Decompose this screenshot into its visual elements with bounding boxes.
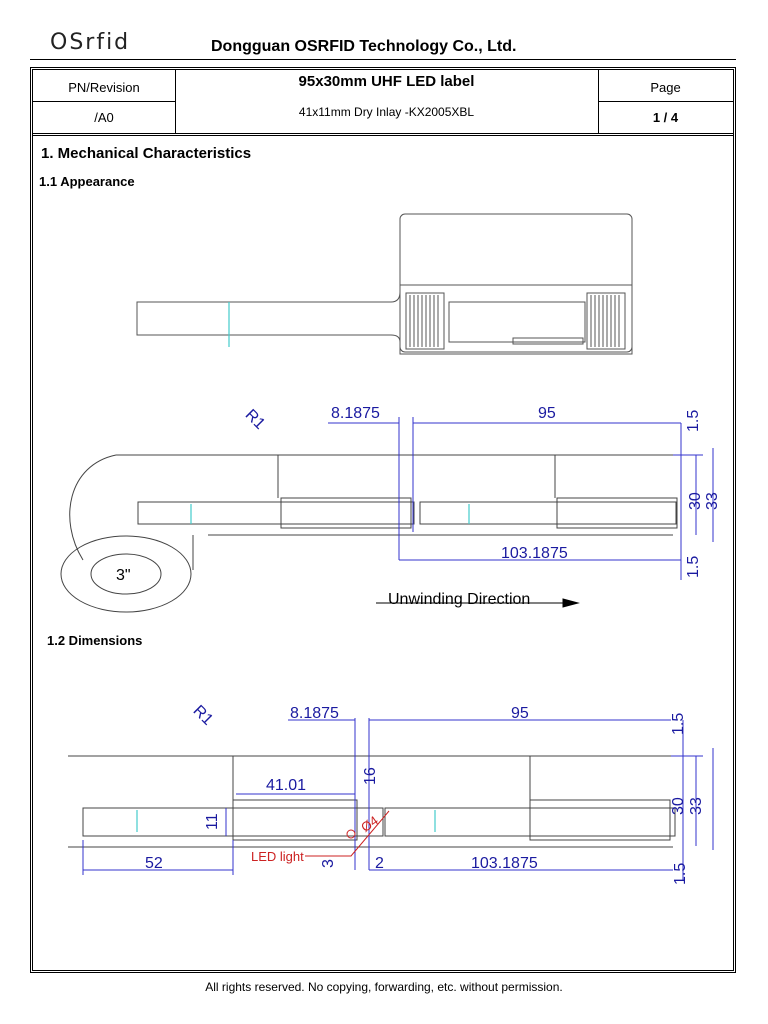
company-name: Dongguan OSRFID Technology Co., Ltd. <box>211 38 517 55</box>
dim-led-diameter-label: Ø4 <box>358 812 381 835</box>
document-subtitle: 41x11mm Dry Inlay -KX2005XBL <box>298 105 475 119</box>
dim-led-offset-label: 3 <box>320 859 337 868</box>
section-heading-dimensions: 1.2 Dimensions <box>47 633 143 648</box>
dim-gap-label: 8.1875 <box>290 705 339 722</box>
roll-r1-label: R1 <box>241 406 269 433</box>
dim-offset-top-label: 16 <box>362 767 379 785</box>
dim-gap2-label: 2 <box>375 855 384 872</box>
footer-notice: All rights reserved. No copying, forwarding, etc. without permission. <box>205 980 563 994</box>
document-frame <box>30 67 736 973</box>
dim-inlay-height-label: 11 <box>204 813 221 830</box>
led-light-label: LED light <box>251 849 304 864</box>
roll-label-height-label: 30 <box>687 492 704 510</box>
roll-liner-height-label: 33 <box>704 492 721 510</box>
logo: OSrfid <box>50 30 131 55</box>
unwinding-direction-label: Unwinding Direction <box>388 591 531 608</box>
dim-label-height-label: 30 <box>670 797 687 815</box>
document-title: 95x30mm UHF LED label <box>298 73 475 90</box>
dim-liner-height-label: 33 <box>688 797 705 815</box>
dim-bottom-margin-label: 1.5 <box>672 862 689 885</box>
roll-pitch-label: 103.1875 <box>501 545 568 562</box>
roll-bottom-margin-label: 1.5 <box>685 555 702 578</box>
page-label: Page <box>650 80 681 95</box>
roll-width-label: 95 <box>538 405 556 422</box>
dimension-drawing <box>33 70 733 970</box>
section-heading-mechanical: 1. Mechanical Characteristics <box>41 145 252 162</box>
roll-top-margin-label: 1.5 <box>685 409 702 432</box>
dim-inlay-width-label: 41.01 <box>266 777 307 794</box>
roll-gap-label: 8.1875 <box>331 405 380 422</box>
dim-pitch-label: 103.1875 <box>471 855 538 872</box>
section-heading-appearance: 1.1 Appearance <box>39 174 135 189</box>
dim-top-margin-label: 1.5 <box>670 712 687 735</box>
pn-revision-label: PN/Revision <box>68 80 140 95</box>
revision-value: /A0 <box>94 110 114 125</box>
roll-core-label: 3" <box>116 567 131 584</box>
dim-r1-label: R1 <box>189 702 217 729</box>
dim-tail-label: 52 <box>145 855 163 872</box>
dim-width-label: 95 <box>511 705 529 722</box>
page-number: 1 / 4 <box>652 110 679 125</box>
header-rule <box>30 59 736 60</box>
